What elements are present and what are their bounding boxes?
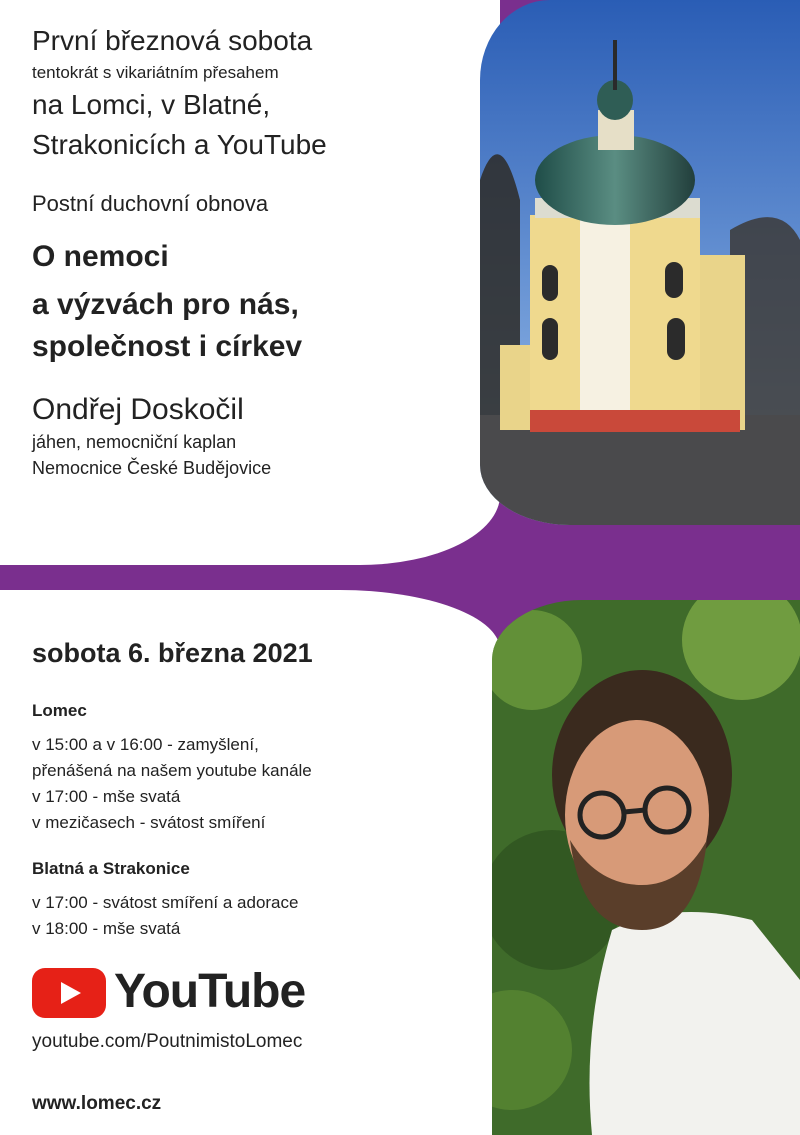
top-content-panel [0,0,500,565]
youtube-channel-link[interactable]: youtube.com/PoutnimistoLomec [32,1031,303,1052]
header-line-3: na Lomci, v Blatné, [32,89,271,120]
blatna-item: v 18:00 - mše svatá [32,919,181,938]
lomec-heading: Lomec [32,701,87,720]
subtitle: Postní duchovní obnova [32,191,269,216]
blatna-item: v 17:00 - svátost smíření a adorace [32,893,299,912]
lomec-item: v 17:00 - mše svatá [32,787,181,806]
topic-line-2: a výzvách pro nás, [32,288,299,321]
topic-line-1: O nemoci [32,240,169,273]
youtube-play-icon [32,968,106,1018]
topic-line-3: společnost i církev [32,330,303,363]
event-date: sobota 6. března 2021 [32,638,313,668]
church-photo [480,0,800,525]
header-line-2: tentokrát s vikariátním přesahem [32,63,279,82]
speaker-photo [492,600,800,1135]
speaker-role: jáhen, nemocniční kaplan [32,432,237,452]
speaker-name: Ondřej Doskočil [32,393,244,426]
header-line-4: Strakonicích a YouTube [32,129,327,160]
lomec-item: v mezičasech - svátost smíření [32,813,266,832]
lomec-item: v 15:00 a v 16:00 - zamyšlení, [32,735,259,754]
website-link[interactable]: www.lomec.cz [32,1093,162,1114]
speaker-org: Nemocnice České Budějovice [32,458,272,478]
lomec-item: přenášená na našem youtube kanále [32,761,312,780]
header-line-1: První březnová sobota [32,25,313,56]
youtube-logo-text: YouTube [114,965,306,1018]
blatna-heading: Blatná a Strakonice [32,859,190,878]
